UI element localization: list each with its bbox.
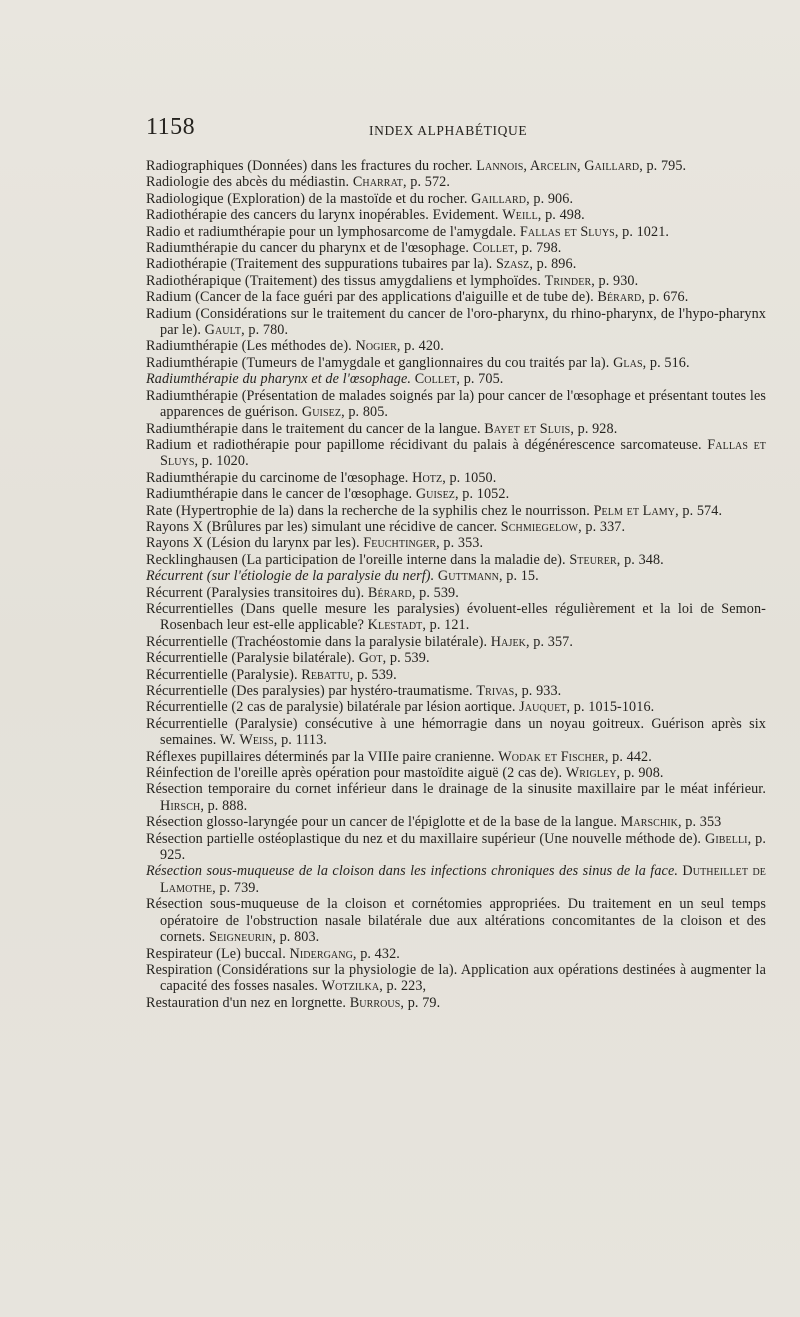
entry-author: Fallas et Sluys (160, 436, 766, 470)
entry-author: Trivas (476, 683, 515, 699)
entry-title: Radiumthérapie (Présentation de malades soignés par la) pour cancer de l'œsophage et présentant toutes les apparences de guérison. (146, 387, 766, 421)
entry-author: Hirsch (160, 797, 201, 814)
entry-title: Radiothérapique (Traitement) des tissus amygdaliens et lymphoïdes. (146, 272, 541, 289)
index-entry (146, 535, 766, 551)
entry-title: Radiothérapie des cancers du larynx inopérables. Evidement. (146, 207, 499, 224)
entry-page-ref: , p. 896. (529, 256, 577, 273)
index-entry (146, 306, 766, 339)
entry-page-ref: , p. 572. (403, 174, 451, 191)
entry-author: Guisez (415, 486, 456, 503)
entry-page-ref: , p. 888. (200, 797, 248, 814)
entry-title: Respiration (Considérations sur la physiologie de la). Application aux opérations destinées à augmenter la capacité des fosses nasales. (146, 961, 766, 995)
index-entry (146, 470, 766, 486)
entry-title: Récurrent (sur l'étiologie de la paralysie du nerf). (146, 568, 435, 585)
index-entry (146, 962, 766, 995)
index-entry (146, 552, 766, 568)
index-entry (146, 667, 766, 683)
entry-title: Radiographiques (Données) dans les fractures du rocher. (146, 158, 473, 174)
entry-author: Guttmann (437, 568, 499, 585)
entry-page-ref: , p. 348. (616, 551, 664, 568)
entry-author: Pelm et Lamy (593, 502, 676, 519)
entry-title: Radium (Considérations sur le traitement du cancer de l'oro-pharynx, du rhino-pharynx, de l'hypo-pharynx par le). (146, 305, 766, 339)
entry-author: Klestadt (367, 617, 423, 634)
entry-author: Bayet et Sluis (484, 420, 571, 437)
entry-title: Radiumthérapie (Tumeurs de l'amygdale et ganglionnaires du cou traités par la). (146, 354, 610, 371)
entry-author: Gault (204, 322, 242, 339)
entry-author: Charrat (352, 174, 403, 191)
entry-page-ref: , p. 539. (349, 666, 397, 683)
entry-author: Bérard (367, 584, 412, 601)
entry-page-ref: , p. 795. (639, 158, 687, 174)
entry-title: Réinfection de l'oreille après opération pour mastoïdite aiguë (2 cas de). (146, 765, 563, 782)
page-number: 1158 (146, 114, 196, 140)
entry-author: Szasz (495, 256, 530, 273)
entry-title: Réflexes pupillaires déterminés par la VIIIe paire cranienne. (146, 748, 495, 765)
entry-title: Résection glosso-laryngée pour un cancer de l'épiglotte et de la base de la langue. (146, 814, 617, 831)
index-entry (146, 207, 766, 223)
index-entry (146, 749, 766, 765)
entry-author: Hajek (490, 633, 526, 650)
entry-page-ref: , p. 357. (525, 633, 573, 650)
entry-page-ref: , p. 539. (411, 584, 459, 601)
entry-page-ref: , p. 676. (641, 289, 689, 306)
entry-author: Schmiegelow (500, 518, 579, 535)
entry-page-ref: , p. 805. (341, 404, 389, 421)
entry-page-ref: , p. 1020. (194, 453, 249, 470)
entry-title: Radiumthérapie dans le cancer de l'œsophage. (146, 486, 413, 503)
entry-author: Dutheillet de Lamothe (160, 863, 766, 896)
entry-page-ref: , p. 780. (241, 322, 289, 339)
index-entry (146, 831, 766, 864)
entry-page-ref: , p. 337. (578, 518, 626, 535)
index-entry (146, 240, 766, 256)
entry-author: Burrous (349, 994, 401, 1011)
index-entry (146, 388, 766, 421)
entry-title: Récurrent (Paralysies transitoires du). (146, 584, 365, 601)
entry-author: Jauquet (519, 699, 567, 716)
entry-title: Résection sous-muqueuse de la cloison dans les infections chroniques des sinus de la face. (146, 863, 678, 880)
entry-page-ref: , p. 353 (677, 814, 722, 831)
index-entry (146, 863, 766, 896)
index-entry (146, 289, 766, 305)
entry-page-ref: , p. 79. (400, 994, 441, 1011)
entry-title: Résection temporaire du cornet inférieur dans le drainage de la sinusite maxillaire par le méat inférieur. (146, 781, 766, 798)
entry-page-ref: , p. 925. (160, 830, 766, 864)
index-entry (146, 338, 766, 354)
entry-page-ref: , p. 1052. (455, 486, 510, 503)
entry-page-ref: , p. 223, (379, 978, 427, 995)
entry-page-ref: , p. 353. (436, 535, 484, 552)
entry-page-ref: , p. 906. (526, 190, 574, 207)
entry-title: Radium (Cancer de la face guéri par des applications d'aiguille et de tube de). (146, 289, 594, 306)
entry-author: Wodak et Fischer (498, 748, 605, 765)
entry-author: Guisez (301, 404, 342, 421)
entry-page-ref: , p. 705. (456, 371, 504, 388)
entry-author: Glas (613, 354, 643, 371)
index-entry (146, 896, 766, 945)
index-entry (146, 224, 766, 240)
entry-author: Wotzilka (321, 978, 380, 995)
index-entry (146, 191, 766, 207)
entry-title: Radio et radiumthérapie pour un lymphosarcome de l'amygdale. (146, 223, 517, 240)
entry-page-ref: , p. 930. (591, 272, 639, 289)
entry-title: Radiumthérapie (Les méthodes de). (146, 338, 352, 355)
entry-author: Seigneurin (208, 929, 273, 946)
index-entry (146, 486, 766, 502)
entry-author: Collet (414, 371, 457, 388)
entry-author: Feuchtinger (363, 535, 437, 552)
entry-author: Hotz (412, 469, 443, 486)
entry-title: Résection sous-muqueuse de la cloison et cornétomies appropriées. Du traitement en un seul temps opératoire de l'obstruction nasale bilatérale due aux altérations concomitantes de la cloison et des cornets. (146, 896, 766, 946)
entry-page-ref: , p. 1050. (442, 469, 497, 486)
index-entry (146, 421, 766, 437)
index-entry (146, 256, 766, 272)
entry-title: Rayons X (Brûlures par les) simulant une récidive de cancer. (146, 518, 498, 535)
page-header (146, 114, 766, 146)
entry-title: Rayons X (Lésion du larynx par les). (146, 535, 360, 552)
entry-title: Radiothérapie (Traitement des suppurations tubaires par la). (146, 256, 493, 273)
index-entry (146, 158, 766, 174)
entry-page-ref: , p. 420. (396, 338, 444, 355)
entry-author: Nogier (355, 338, 397, 355)
entry-author: Steurer (569, 551, 617, 568)
entry-title: Respirateur (Le) buccal. (146, 945, 286, 962)
index-entry (146, 995, 766, 1011)
index-entry (146, 634, 766, 650)
entry-page-ref: , p. 798. (514, 240, 562, 257)
entry-page-ref: , p. 539. (382, 650, 430, 667)
index-entry (146, 568, 766, 584)
index-entry (146, 946, 766, 962)
entry-title: Radium et radiothérapie pour papillome récidivant du palais à dégénérescence sarcomateuse. (146, 436, 702, 453)
entry-author: Trinder (544, 272, 592, 289)
running-title: INDEX ALPHABÉTIQUE (369, 123, 528, 138)
entry-page-ref: , p. 908. (616, 765, 664, 782)
index-entry (146, 174, 766, 190)
entry-title: Récurrentielle (2 cas de paralysie) bilatérale par lésion aortique. (146, 699, 516, 716)
index-entry-list (146, 158, 766, 1011)
index-entry (146, 519, 766, 535)
index-entry (146, 585, 766, 601)
entry-author: Got (358, 650, 383, 667)
index-entry (146, 371, 766, 387)
index-entry (146, 814, 766, 830)
entry-author: Fallas et Sluys (519, 223, 615, 240)
index-entry (146, 765, 766, 781)
entry-title: Recklinghausen (La participation de l'oreille interne dans la maladie de). (146, 551, 566, 568)
entry-author: Weiss (239, 732, 274, 749)
entry-author: Marschik (620, 814, 678, 831)
entry-page-ref: , p. 442. (604, 748, 652, 765)
entry-page-ref: , p. 121. (422, 617, 470, 634)
entry-author: Wrigley (565, 765, 617, 782)
entry-title: Restauration d'un nez en lorgnette. (146, 994, 347, 1011)
entry-title: Radiologie des abcès du médiastin. (146, 174, 350, 191)
entry-page-ref: , p. 933. (514, 683, 562, 699)
entry-page-ref: , p. 516. (642, 354, 690, 371)
entry-title: Résection partielle ostéoplastique du nez et du maxillaire supérieur (Une nouvelle méthode de). (146, 830, 702, 847)
entry-title: Récurrentielle (Trachéostomie dans la paralysie bilatérale). (146, 633, 488, 650)
entry-title: Rate (Hypertrophie de la) dans la recherche de la syphilis chez le nourrisson. (146, 502, 590, 519)
entry-title: Récurrentielle (Des paralysies) par hystéro-traumatisme. (146, 683, 473, 699)
entry-title: Radiumthérapie du cancer du pharynx et de l'œsophage. (146, 240, 470, 257)
entry-title: Récurrentielle (Paralysie bilatérale). (146, 650, 356, 667)
entry-page-ref: , p. 1021. (614, 223, 670, 240)
entry-page-ref: , p. 1113. (273, 732, 327, 749)
index-entry (146, 683, 766, 699)
index-entry (146, 503, 766, 519)
entry-page-ref: , p. 803. (272, 929, 320, 946)
entry-title: Récurrentielles (Dans quelle mesure les paralysies) évoluent-elles régulièrement et la loi de Semon-Rosenbach leur est-elle applicable? (146, 600, 766, 634)
entry-title: Récurrentielle (Paralysie) consécutive à une hémorragie dans un noyau goitreux. Guérison après six semaines. W. (146, 715, 766, 749)
index-entry (146, 650, 766, 666)
entry-title: Récurrentielle (Paralysie). (146, 666, 298, 683)
entry-author: Nidergang (289, 945, 353, 962)
entry-author: Gaillard (471, 190, 527, 207)
index-entry (146, 355, 766, 371)
entry-page-ref: , p. 432. (352, 945, 400, 962)
entry-title: Radiologique (Exploration) de la mastoïde et du rocher. (146, 190, 468, 207)
entry-page-ref: , p. 1015-1016. (566, 699, 655, 716)
index-entry (146, 437, 766, 470)
entry-page-ref: , p. 928. (570, 420, 618, 437)
entry-page-ref: , p. 498. (537, 207, 585, 224)
entry-page-ref: , p. 574. (675, 502, 723, 519)
entry-title: Radiumthérapie dans le traitement du cancer de la langue. (146, 420, 481, 437)
entry-author: Weill (502, 207, 538, 224)
index-entry (146, 781, 766, 814)
index-entry (146, 716, 766, 749)
index-entry (146, 699, 766, 715)
entry-author: Collet (472, 240, 515, 257)
entry-author: Lannois, Arcelin, Gaillard (476, 158, 640, 174)
entry-page-ref: , p. 739. (212, 879, 260, 896)
entry-author: Gibelli (704, 830, 748, 847)
entry-title: Radiumthérapie du carcinome de l'œsophage. (146, 469, 409, 486)
entry-author: Bérard (597, 289, 642, 306)
entry-author: Rebattu (301, 666, 350, 683)
entry-page-ref: , p. 15. (498, 568, 539, 585)
index-entry (146, 273, 766, 289)
entry-title: Radiumthérapie du pharynx et de l'œsophage. (146, 371, 412, 388)
index-entry (146, 601, 766, 634)
